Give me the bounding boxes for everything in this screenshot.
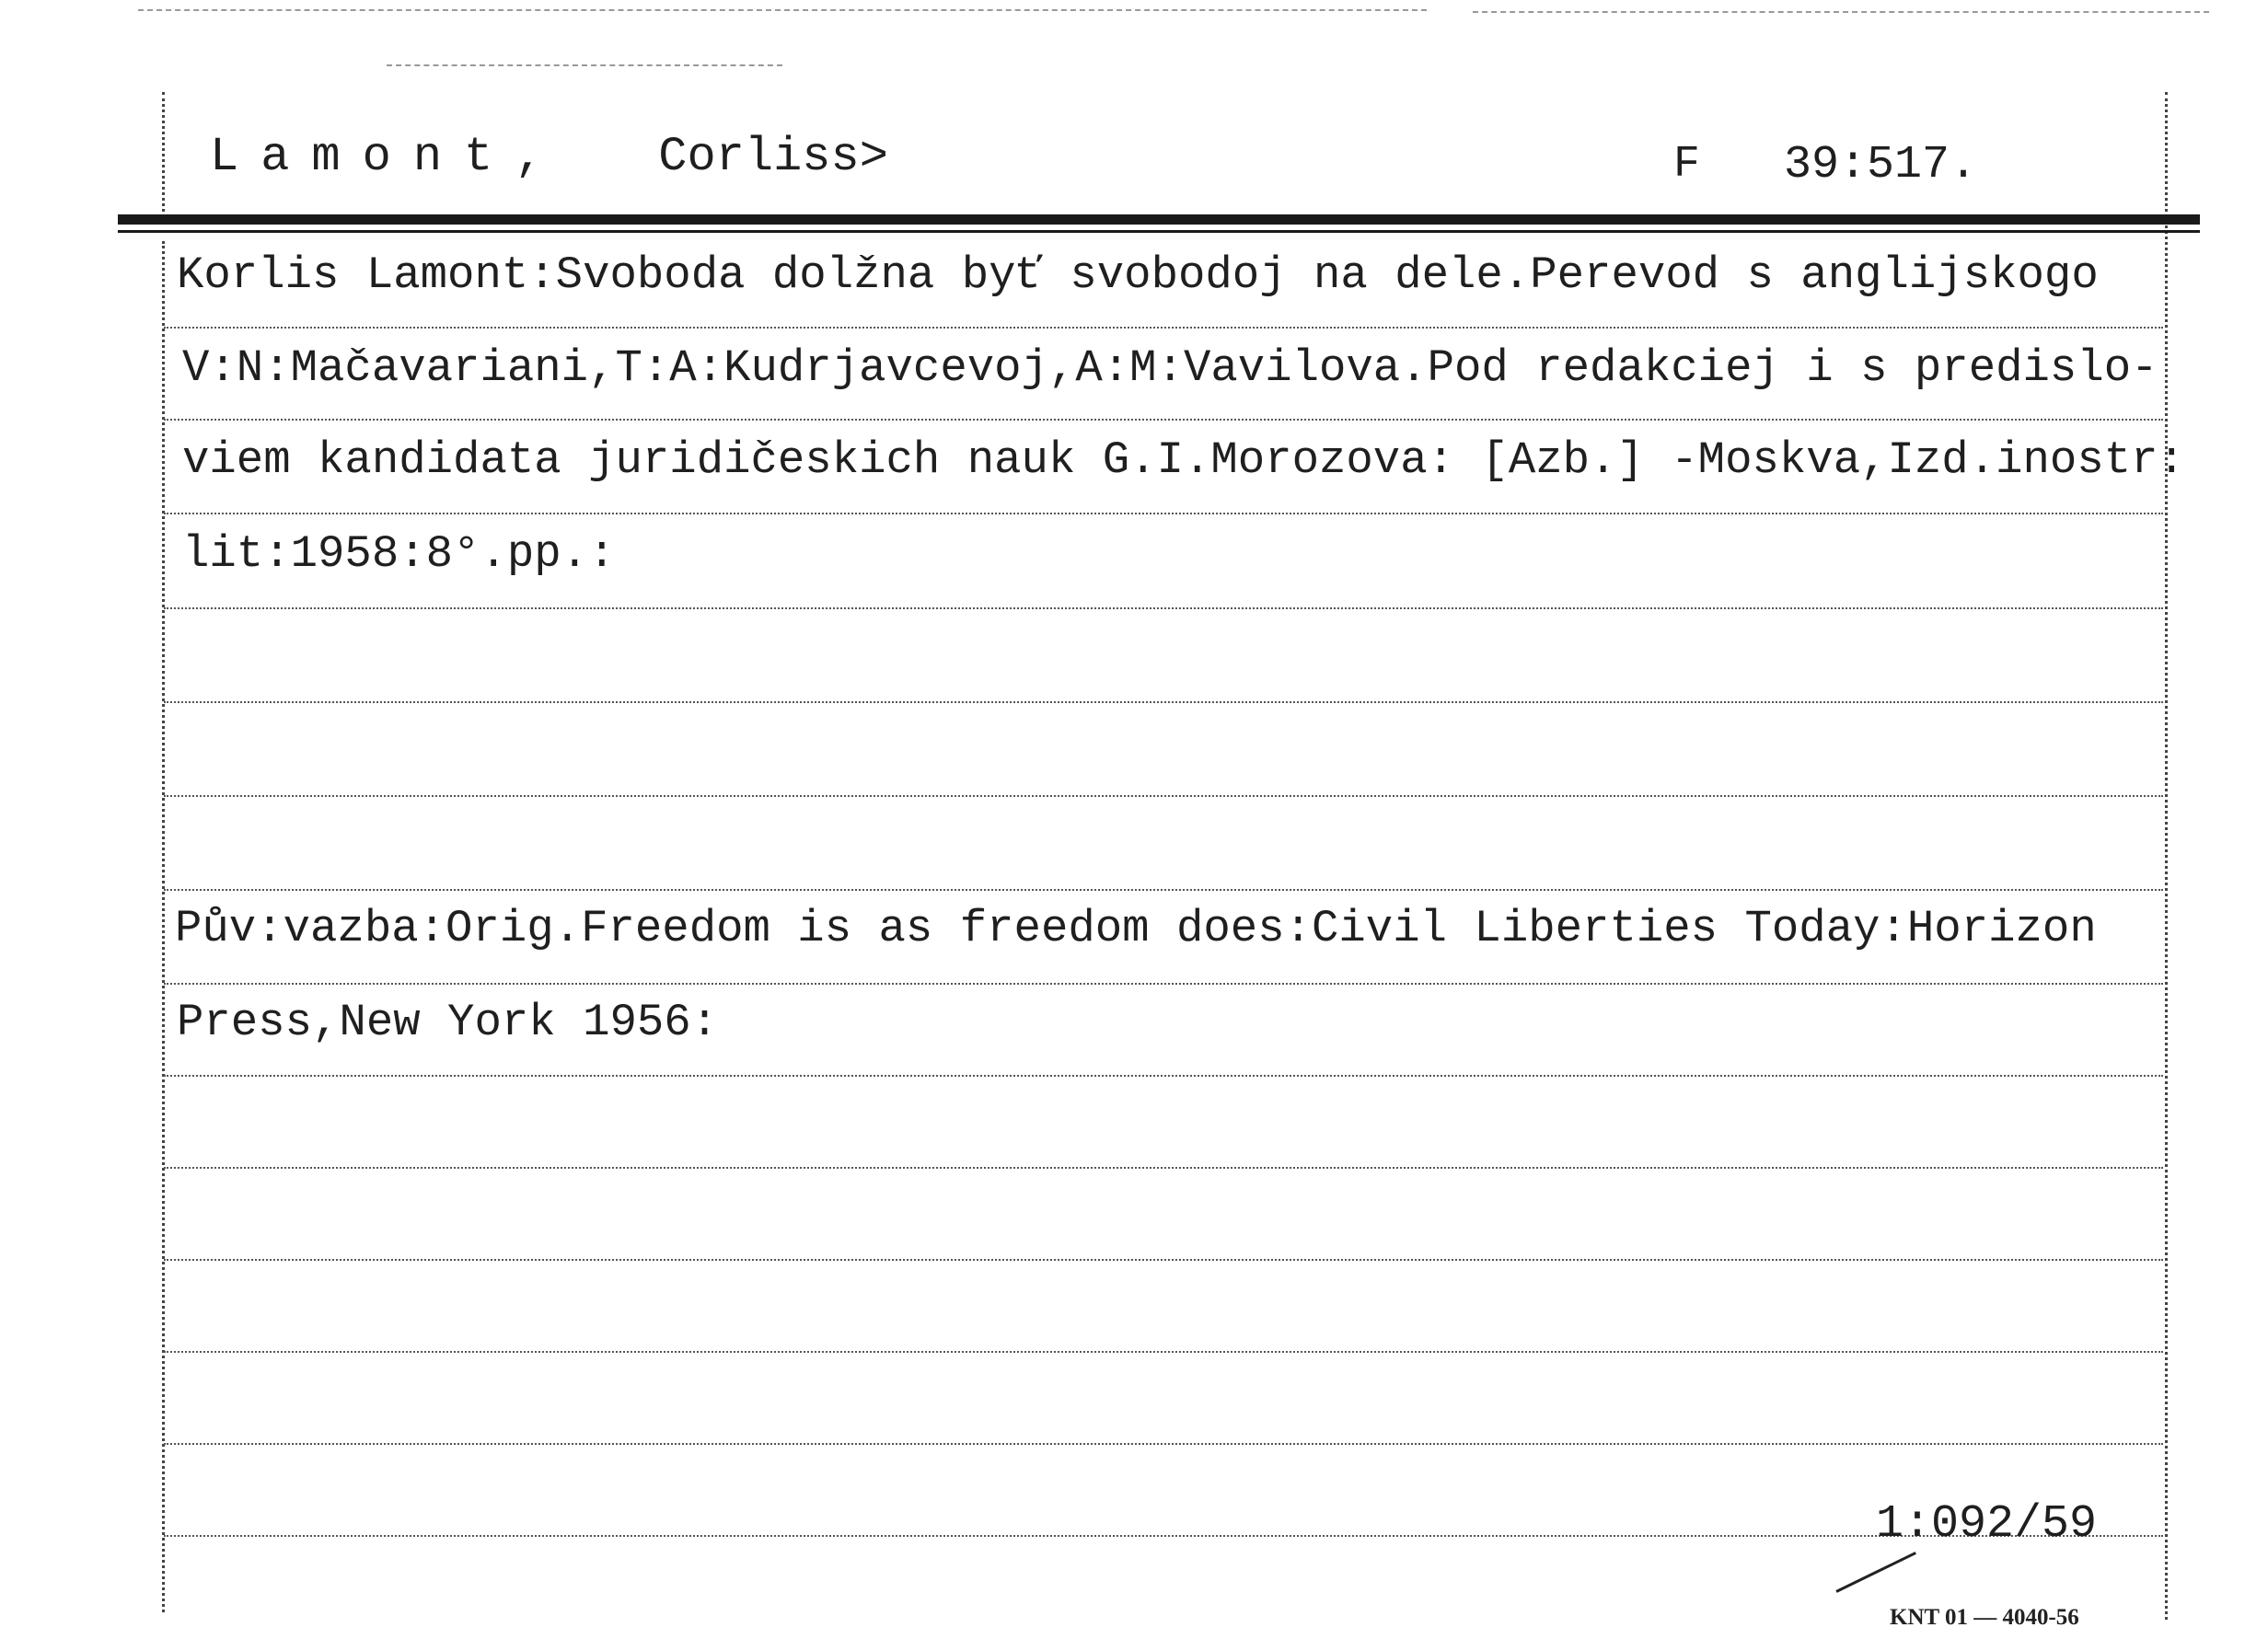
pen-stroke (1835, 1552, 1916, 1593)
description-line: V:N:Mačavariani,T:A:Kudrjavcevoj,A:M:Vavilova.Pod redakciej i s predislo- (182, 342, 2158, 394)
ruled-line (164, 889, 2163, 891)
author-heading (210, 130, 888, 184)
ruled-line (164, 983, 2163, 985)
ruled-line (164, 1075, 2163, 1077)
ruled-line (164, 795, 2163, 797)
shelf-signature: 39:517. (1784, 139, 1978, 191)
author-surname: Lamont (210, 130, 515, 184)
ruled-line (164, 419, 2163, 421)
ruled-line (164, 1443, 2163, 1445)
ruled-line (164, 607, 2163, 609)
scan-artifact-top (1473, 11, 2209, 13)
f-label: F (1673, 140, 1700, 190)
ruled-line (164, 1351, 2163, 1353)
ruled-line (164, 513, 2163, 514)
card-left-border (162, 241, 165, 1612)
ruled-line (164, 701, 2163, 703)
ruled-line (164, 327, 2163, 329)
form-code: KNT 01 — 4040-56 (1890, 1605, 2079, 1630)
ruled-line (164, 1259, 2163, 1261)
heading-rule-thin (118, 230, 2200, 233)
description-line: viem kandidata juridičeskich nauk G.I.Morozova: [Azb.] -Moskva,Izd.inostr: (182, 434, 2185, 486)
author-given-name: Corliss (658, 130, 860, 184)
original-title-line: Press,New York 1956: (177, 997, 719, 1048)
accession-number: 1:092/59 (1876, 1498, 2098, 1551)
scan-artifact-top (387, 64, 782, 66)
author-mark: > (859, 130, 888, 184)
heading-rule (118, 214, 2200, 225)
ruled-line (164, 1535, 2163, 1537)
card-left-border-upper (162, 92, 165, 212)
description-line: Korlis Lamont:Svoboda dolžna byť svobodoj na dele.Perevod s anglijskogo (177, 249, 2099, 301)
original-title-line: Pův:vazba:Orig.Freedom is as freedom does:Civil Liberties Today:Horizon (175, 903, 2097, 954)
ruled-line (164, 1167, 2163, 1169)
scan-artifact-top (138, 9, 1427, 11)
description-line: lit:1958:8°.pp.: (182, 528, 616, 580)
author-separator: , (515, 130, 544, 184)
card-right-border (2165, 92, 2168, 1620)
